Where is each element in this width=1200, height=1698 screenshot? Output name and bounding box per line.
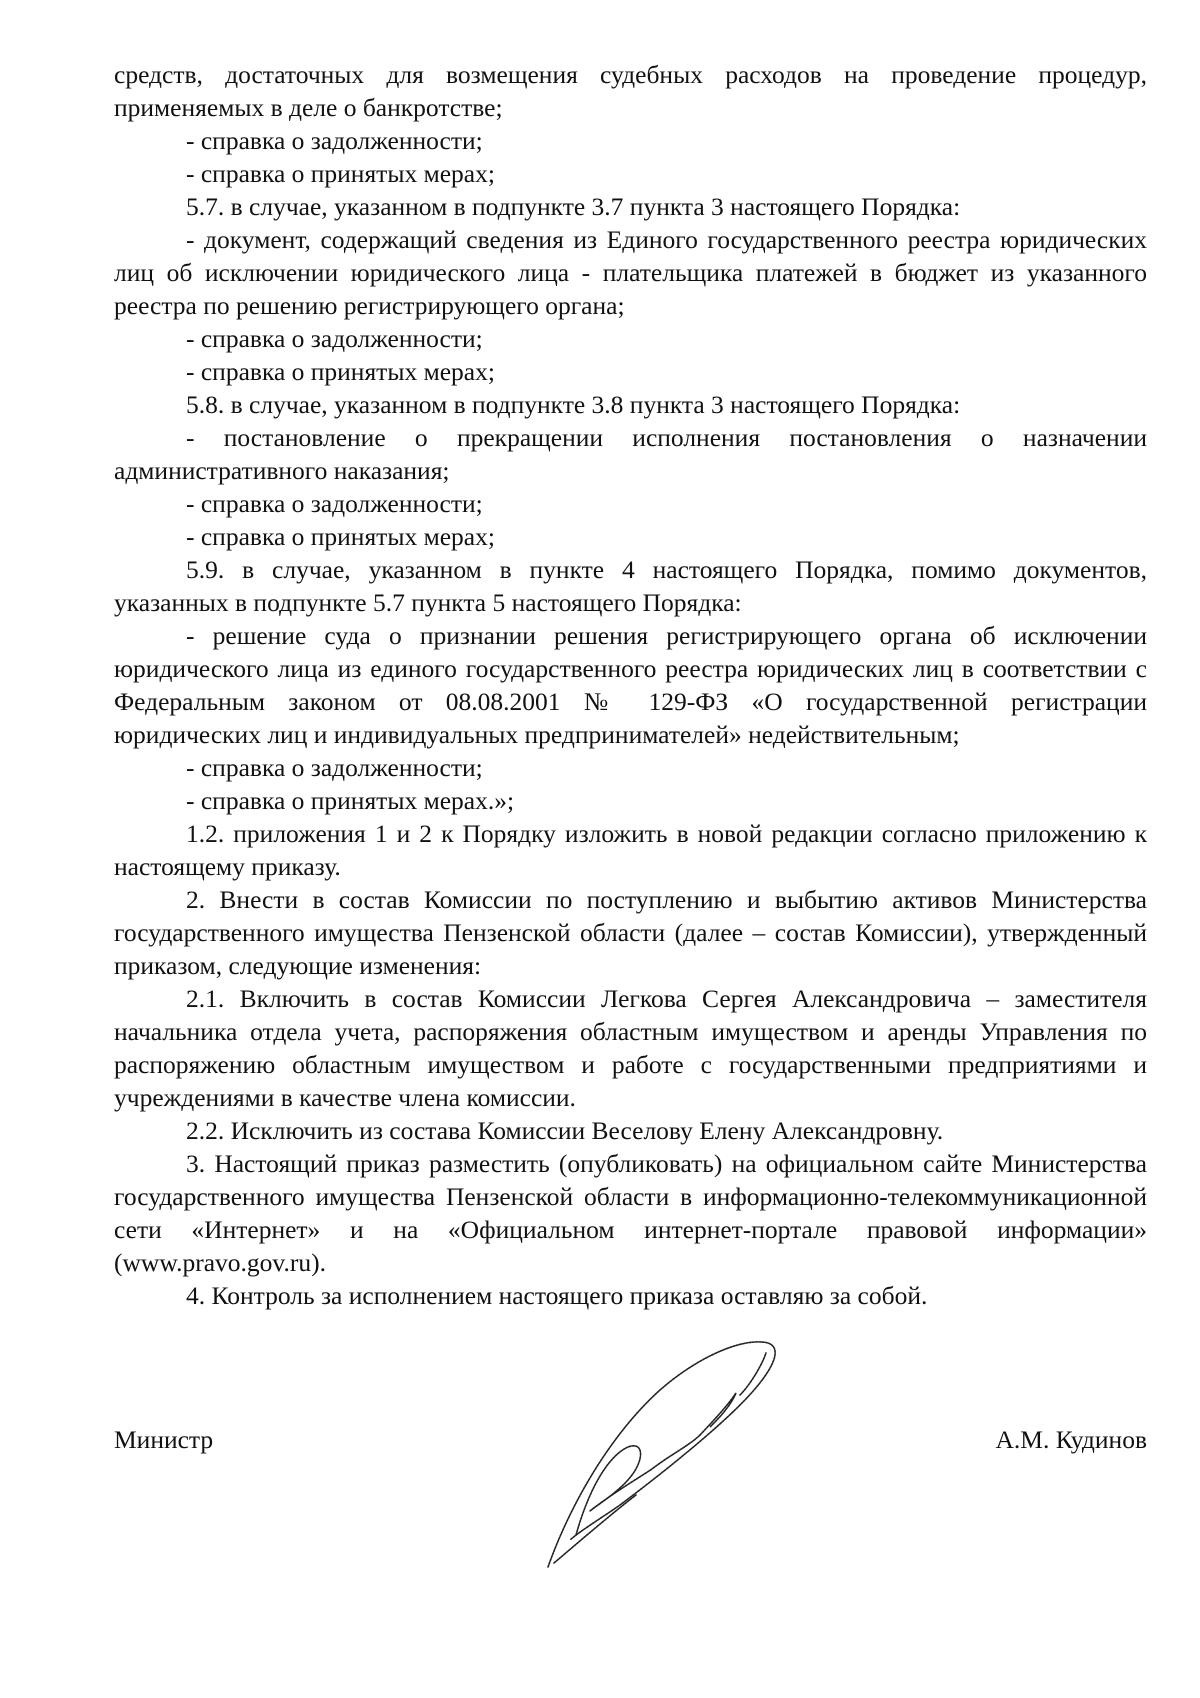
paragraph: - справка о принятых мерах; bbox=[186, 159, 495, 188]
handwritten-signature bbox=[540, 1335, 800, 1575]
signer-name: А.М. Кудинов bbox=[995, 1425, 1147, 1454]
paragraph: 5.8. в случае, указанном в подпункте 3.8 пункта 3 настоящего Порядка: bbox=[186, 390, 961, 419]
paragraph: 4. Контроль за исполнением настоящего приказа оставляю за собой. bbox=[186, 1281, 928, 1310]
signer-title: Министр bbox=[114, 1425, 214, 1454]
paragraph: - справка о задолженности; bbox=[186, 324, 483, 353]
paragraph: - решение суда о признании решения регистрирующего органа об исключении юридического лица из единого государственного реестра юридических лиц в соответствии с Федеральным законом от 08.08.2001 № 129-ФЗ «О государственной регистрации юридических лиц и индивидуальных предпринимателей» недействительным; bbox=[114, 621, 1147, 749]
paragraph: - справка о задолженности; bbox=[186, 753, 483, 782]
paragraph: 3. Настоящий приказ разместить (опубликовать) на официальном сайте Министерства государственного имущества Пензенской области в информационно-телекоммуникационной сети «Интернет» и на «Официальном интернет-портале правовой информации» (www.pravo.gov.ru). bbox=[114, 1149, 1147, 1277]
paragraph: - справка о задолженности; bbox=[186, 126, 483, 155]
paragraph: - справка о принятых мерах.»; bbox=[186, 786, 515, 815]
paragraph: - постановление о прекращении исполнения постановления о назначении административного наказания; bbox=[114, 423, 1147, 485]
document-body bbox=[114, 58, 1147, 1312]
paragraph: 1.2. приложения 1 и 2 к Порядку изложить в новой редакции согласно приложению к настоящему приказу. bbox=[114, 819, 1147, 881]
paragraph: - справка о принятых мерах; bbox=[186, 357, 495, 386]
paragraph: 2.2. Исключить из состава Комиссии Веселову Елену Александровну. bbox=[186, 1116, 944, 1145]
paragraph: - документ, содержащий сведения из Единого государственного реестра юридических лиц об исключении юридического лица - плательщика платежей в бюджет из указанного реестра по решению регистрирующего органа; bbox=[114, 225, 1147, 320]
paragraph: - справка о принятых мерах; bbox=[186, 522, 495, 551]
paragraph: 5.9. в случае, указанном в пункте 4 настоящего Порядка, помимо документов, указанных в подпункте 5.7 пункта 5 настоящего Порядка: bbox=[114, 555, 1147, 617]
paragraph: - справка о задолженности; bbox=[186, 489, 483, 518]
paragraph: 5.7. в случае, указанном в подпункте 3.7 пункта 3 настоящего Порядка: bbox=[186, 192, 961, 221]
paragraph: средств, достаточных для возмещения судебных расходов на проведение процедур, применяемых в деле о банкротстве; bbox=[114, 60, 1147, 122]
paragraph: 2. Внести в состав Комиссии по поступлению и выбытию активов Министерства государственного имущества Пензенской области (далее – состав Комиссии), утвержденный приказом, следующие изменения: bbox=[114, 885, 1147, 980]
paragraph: 2.1. Включить в состав Комиссии Легкова Сергея Александровича – заместителя начальника отдела учета, распоряжения областным имуществом и аренды Управления по распоряжению областным имуществом и работе с государственными предприятиями и учреждениями в качестве члена комиссии. bbox=[114, 984, 1147, 1112]
